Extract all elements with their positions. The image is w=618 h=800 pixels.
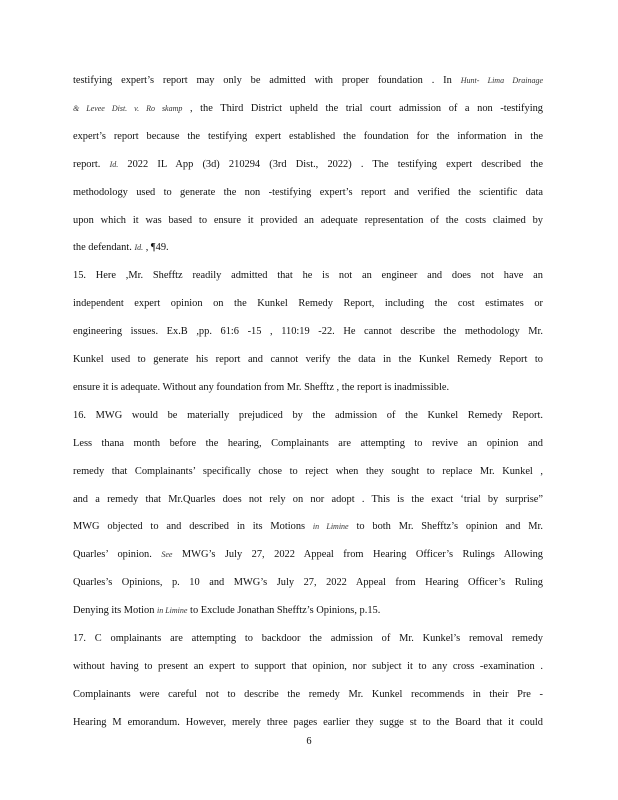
text-line [73, 688, 543, 702]
text-line [73, 660, 543, 674]
text-span: MWG’s July 27, 2022 Appeal from Hearing Officer’s Rulings Allowing [172, 549, 544, 561]
text-span: independent expert opinion on the Kunkel Remedy Report, including the cost estimates or [73, 298, 543, 310]
page-number: 6 [306, 736, 312, 747]
italic-citation: & Levee Dist. v. Ro skamp [73, 103, 183, 113]
text-line [73, 548, 543, 562]
text-line [73, 297, 543, 311]
text-span: Kunkel used to generate his report and cannot verify the data in the Kunkel Remedy Report to [73, 354, 543, 365]
text-line [73, 604, 543, 618]
text-span: 15. Here ,Mr. Shefftz readily admitted that he is not an engineer and does not have an [73, 270, 543, 282]
italic-citation: Id. [109, 159, 119, 169]
text-line [73, 353, 543, 367]
text-line [73, 493, 543, 507]
text-span: Hearing M emorandum. However, merely three pages earlier they sugge st to the Board that it could [73, 716, 543, 728]
text-line [73, 214, 543, 228]
text-span: , ¶49. [143, 242, 169, 254]
text-span: without having to present an expert to support that opinion, nor subject it to any cross -examination . [73, 660, 543, 672]
text-span: expert’s report because the testifying expert established the foundation for the information in the [73, 130, 543, 142]
text-line [73, 465, 543, 479]
text-span: the defendant. [73, 242, 135, 254]
text-line [73, 74, 543, 88]
text-span: upon which it was based to ensure it provided an adequate representation of the costs claimed by [73, 214, 543, 226]
text-span: engineering issues. Ex.B ,pp. 61:6 -15 , 110:19 -22. He cannot describe the methodology Mr. [73, 326, 543, 338]
italic-citation: See [161, 550, 173, 560]
text-line [73, 158, 543, 172]
text-line [73, 241, 543, 255]
text-line [73, 576, 543, 590]
text-line [73, 269, 543, 283]
text-span: to both Mr. Shefftz’s opinion and Mr. [348, 521, 544, 533]
italic-citation: Hunt- Lima Drainage [460, 76, 543, 85]
italic-citation: Id. [134, 243, 144, 253]
text-span: ensure it is adequate. Without any foundation from Mr. Shefftz , the report is inadmissible. [73, 381, 450, 393]
text-line [73, 130, 543, 144]
text-span: 17. C omplainants are attempting to backdoor the admission of Mr. Kunkel’s removal remedy [73, 633, 543, 644]
text-span: Quarles’s Opinions, p. 10 and MWG’s July 27, 2022 Appeal from Hearing Officer’s Ruling [73, 577, 543, 589]
italic-citation: in Limine [312, 522, 349, 532]
text-span: and a remedy that Mr.Quarles does not rely on nor adopt . This is the exact ‘trial by surprise” [73, 493, 543, 505]
text-span: , the Third District upheld the trial court admission of a non -testifying [182, 102, 543, 114]
text-line [73, 186, 543, 200]
text-span: report. [73, 158, 110, 170]
text-span: remedy that Complainants’ specifically chose to reject when they sought to replace Mr. Kunkel , [73, 465, 543, 477]
text-span: Quarles’ opinion. [73, 549, 162, 561]
text-line [73, 520, 543, 534]
text-span: testifying expert’s report may only be admitted with proper foundation . In [73, 75, 461, 86]
text-line [73, 716, 543, 730]
text-span: MWG objected to and described in its Motions [73, 521, 313, 533]
text-line [73, 325, 543, 339]
text-span: Complainants were careful not to describe the remedy Mr. Kunkel recommends in their Pre - [73, 688, 543, 700]
text-span: to Exclude Jonathan Shefftz’s Opinions, p.15. [187, 605, 381, 617]
text-span: 16. MWG would be materially prejudiced by the admission of the Kunkel Remedy Report. [73, 409, 543, 421]
text-span: 2022 IL App (3d) 210294 (3rd Dist., 2022) . The testifying expert described the [118, 158, 543, 170]
text-line [73, 437, 543, 451]
text-span: Denying its Motion [73, 605, 157, 617]
italic-citation: in Limine [157, 606, 188, 616]
text-line [73, 102, 543, 116]
text-span: methodology used to generate the non -testifying expert’s report and verified the scientific data [73, 186, 543, 198]
text-line [73, 381, 543, 395]
text-line [73, 409, 543, 423]
text-span: Less thana month before the hearing, Complainants are attempting to revive an opinion and [73, 437, 543, 449]
text-line [73, 632, 543, 646]
